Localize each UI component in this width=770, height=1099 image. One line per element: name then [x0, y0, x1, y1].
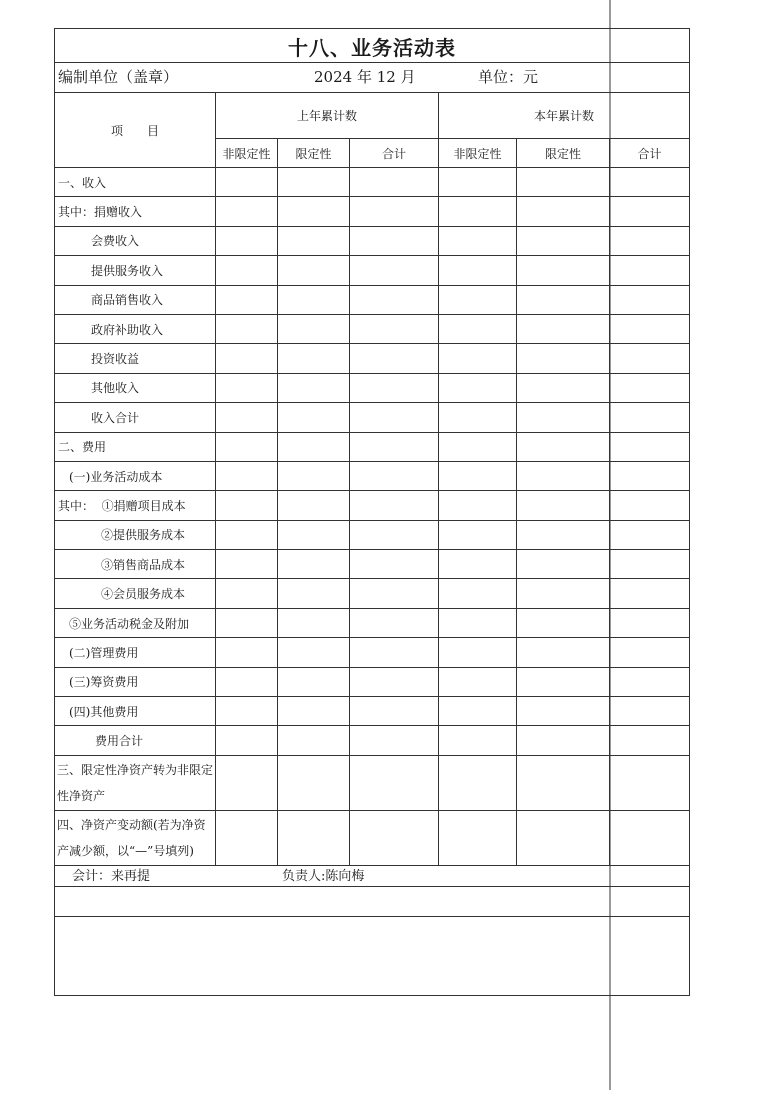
value-cell — [216, 726, 278, 755]
value-cell — [610, 491, 690, 520]
value-cell — [350, 810, 439, 865]
footer-accountant: 会计：来再提 — [72, 869, 151, 884]
value-cell — [439, 373, 517, 402]
value-cell — [278, 726, 350, 755]
table-row — [55, 461, 690, 490]
value-cell — [278, 403, 350, 432]
row-label: 提供服务收入 — [55, 256, 216, 285]
value-cell — [350, 579, 439, 608]
table-row — [55, 638, 690, 667]
value-cell — [350, 432, 439, 461]
page-title: 十八、业务活动表 — [288, 36, 456, 60]
value-cell — [610, 314, 690, 343]
row-label: 商品销售收入 — [55, 285, 216, 314]
header-col: 非限定性 — [216, 139, 278, 168]
value-cell — [517, 197, 610, 226]
value-cell — [278, 550, 350, 579]
value-cell — [278, 755, 350, 810]
value-cell — [278, 197, 350, 226]
header-prev-year: 上年累计数 — [216, 93, 439, 139]
value-cell — [610, 285, 690, 314]
table-row — [55, 432, 690, 461]
row-label: (一)业务活动成本 — [55, 461, 216, 490]
value-cell — [439, 726, 517, 755]
row-label: (四)其他费用 — [55, 697, 216, 726]
value-cell — [216, 197, 278, 226]
value-cell — [517, 373, 610, 402]
value-cell — [517, 755, 610, 810]
row-label: (二)管理费用 — [55, 638, 216, 667]
value-cell — [350, 168, 439, 197]
value-cell — [216, 638, 278, 667]
header-col: 合计 — [350, 139, 439, 168]
table-row — [55, 344, 690, 373]
table-row — [55, 285, 690, 314]
value-cell — [350, 608, 439, 637]
header-col: 合计 — [610, 139, 690, 168]
value-cell — [216, 461, 278, 490]
value-cell — [350, 491, 439, 520]
value-cell — [216, 256, 278, 285]
value-cell — [216, 667, 278, 696]
value-cell — [350, 520, 439, 549]
row-label: 四、净资产变动额(若为净资产减少额，以“—”号填列) — [55, 810, 216, 865]
value-cell — [517, 550, 610, 579]
value-cell — [610, 373, 690, 402]
value-cell — [439, 314, 517, 343]
value-cell — [517, 256, 610, 285]
value-cell — [350, 226, 439, 255]
value-cell — [216, 491, 278, 520]
value-cell — [610, 755, 690, 810]
row-label: ④会员服务成本 — [55, 579, 216, 608]
table-row — [55, 579, 690, 608]
value-cell — [216, 344, 278, 373]
value-cell — [278, 344, 350, 373]
row-label: ⑤业务活动税金及附加 — [55, 608, 216, 637]
value-cell — [350, 461, 439, 490]
report-date: 2024 年 12 月 — [314, 68, 416, 86]
table-row — [55, 608, 690, 637]
footer-divider — [54, 886, 690, 887]
value-cell — [278, 491, 350, 520]
table-row — [55, 550, 690, 579]
value-cell — [278, 810, 350, 865]
value-cell — [216, 432, 278, 461]
header-col: 非限定性 — [439, 139, 517, 168]
value-cell — [610, 667, 690, 696]
value-cell — [439, 256, 517, 285]
row-label: 三、限定性净资产转为非限定性净资产 — [55, 755, 216, 810]
value-cell — [216, 168, 278, 197]
value-cell — [278, 667, 350, 696]
row-label: 其中：捐赠收入 — [55, 197, 216, 226]
header-item: 项 目 — [55, 93, 216, 168]
value-cell — [278, 579, 350, 608]
row-label: 其中： ①捐赠项目成本 — [55, 491, 216, 520]
value-cell — [439, 168, 517, 197]
value-cell — [278, 168, 350, 197]
value-cell — [517, 491, 610, 520]
value-cell — [216, 314, 278, 343]
value-cell — [350, 256, 439, 285]
value-cell — [610, 726, 690, 755]
row-label: ②提供服务成本 — [55, 520, 216, 549]
value-cell — [517, 520, 610, 549]
table-row — [55, 197, 690, 226]
value-cell — [439, 461, 517, 490]
value-cell — [439, 638, 517, 667]
table-row — [55, 667, 690, 696]
value-cell — [216, 755, 278, 810]
value-cell — [278, 608, 350, 637]
table-row — [55, 697, 690, 726]
value-cell — [350, 344, 439, 373]
value-cell — [278, 520, 350, 549]
value-cell — [216, 226, 278, 255]
row-label: 一、收入 — [55, 168, 216, 197]
table-row — [55, 520, 690, 549]
table-row — [55, 491, 690, 520]
value-cell — [216, 285, 278, 314]
value-cell — [350, 550, 439, 579]
value-cell — [439, 197, 517, 226]
value-cell — [278, 285, 350, 314]
row-label: 政府补助收入 — [55, 314, 216, 343]
value-cell — [350, 697, 439, 726]
value-cell — [610, 344, 690, 373]
table-row — [55, 256, 690, 285]
preparing-unit-label: 编制单位（盖章） — [58, 68, 179, 86]
value-cell — [439, 550, 517, 579]
value-cell — [439, 608, 517, 637]
header-col: 限定性 — [517, 139, 610, 168]
footer-principal: 负责人:陈向梅 — [282, 869, 365, 884]
header-this-year: 本年累计数 — [439, 93, 690, 139]
value-cell — [610, 579, 690, 608]
value-cell — [517, 608, 610, 637]
value-cell — [610, 432, 690, 461]
value-cell — [278, 314, 350, 343]
value-cell — [439, 491, 517, 520]
header-col: 限定性 — [278, 139, 350, 168]
value-cell — [439, 285, 517, 314]
currency-unit: 单位：元 — [478, 68, 539, 86]
row-label: 收入合计 — [55, 403, 216, 432]
row-label: ③销售商品成本 — [55, 550, 216, 579]
table-row — [55, 755, 690, 810]
value-cell — [216, 520, 278, 549]
value-cell — [216, 579, 278, 608]
value-cell — [439, 579, 517, 608]
value-cell — [278, 461, 350, 490]
value-cell — [610, 197, 690, 226]
value-cell — [517, 638, 610, 667]
table-row — [55, 168, 690, 197]
row-label: 会费收入 — [55, 226, 216, 255]
title-divider — [54, 62, 690, 63]
value-cell — [610, 550, 690, 579]
value-cell — [610, 608, 690, 637]
value-cell — [517, 314, 610, 343]
table-row — [55, 810, 690, 865]
value-cell — [517, 168, 610, 197]
value-cell — [439, 810, 517, 865]
value-cell — [350, 638, 439, 667]
value-cell — [517, 344, 610, 373]
business-activity-table — [54, 92, 690, 866]
table-row — [55, 226, 690, 255]
value-cell — [350, 373, 439, 402]
value-cell — [517, 403, 610, 432]
value-cell — [610, 520, 690, 549]
header-row-top — [55, 93, 690, 139]
value-cell — [350, 314, 439, 343]
row-label: 投资收益 — [55, 344, 216, 373]
value-cell — [350, 726, 439, 755]
value-cell — [517, 810, 610, 865]
value-cell — [216, 608, 278, 637]
value-cell — [610, 226, 690, 255]
value-cell — [439, 226, 517, 255]
row-label: 其他收入 — [55, 373, 216, 402]
value-cell — [610, 697, 690, 726]
table-row — [55, 314, 690, 343]
value-cell — [216, 810, 278, 865]
table-row — [55, 373, 690, 402]
value-cell — [517, 432, 610, 461]
value-cell — [350, 285, 439, 314]
table-row — [55, 403, 690, 432]
value-cell — [278, 697, 350, 726]
value-cell — [610, 403, 690, 432]
value-cell — [216, 373, 278, 402]
value-cell — [278, 256, 350, 285]
footer-divider — [54, 916, 690, 917]
row-label: 二、费用 — [55, 432, 216, 461]
value-cell — [610, 638, 690, 667]
table-row — [55, 726, 690, 755]
value-cell — [439, 403, 517, 432]
value-cell — [439, 755, 517, 810]
value-cell — [517, 726, 610, 755]
value-cell — [439, 697, 517, 726]
value-cell — [350, 667, 439, 696]
value-cell — [517, 667, 610, 696]
value-cell — [517, 285, 610, 314]
value-cell — [278, 373, 350, 402]
value-cell — [216, 697, 278, 726]
value-cell — [216, 403, 278, 432]
value-cell — [350, 403, 439, 432]
value-cell — [610, 810, 690, 865]
value-cell — [439, 432, 517, 461]
value-cell — [610, 168, 690, 197]
value-cell — [278, 226, 350, 255]
value-cell — [216, 550, 278, 579]
value-cell — [278, 638, 350, 667]
row-label: (三)筹资费用 — [55, 667, 216, 696]
value-cell — [610, 256, 690, 285]
value-cell — [350, 197, 439, 226]
value-cell — [517, 226, 610, 255]
value-cell — [517, 579, 610, 608]
value-cell — [517, 461, 610, 490]
value-cell — [439, 344, 517, 373]
row-label: 费用合计 — [55, 726, 216, 755]
value-cell — [278, 432, 350, 461]
value-cell — [350, 755, 439, 810]
value-cell — [517, 697, 610, 726]
value-cell — [439, 667, 517, 696]
value-cell — [610, 461, 690, 490]
value-cell — [439, 520, 517, 549]
